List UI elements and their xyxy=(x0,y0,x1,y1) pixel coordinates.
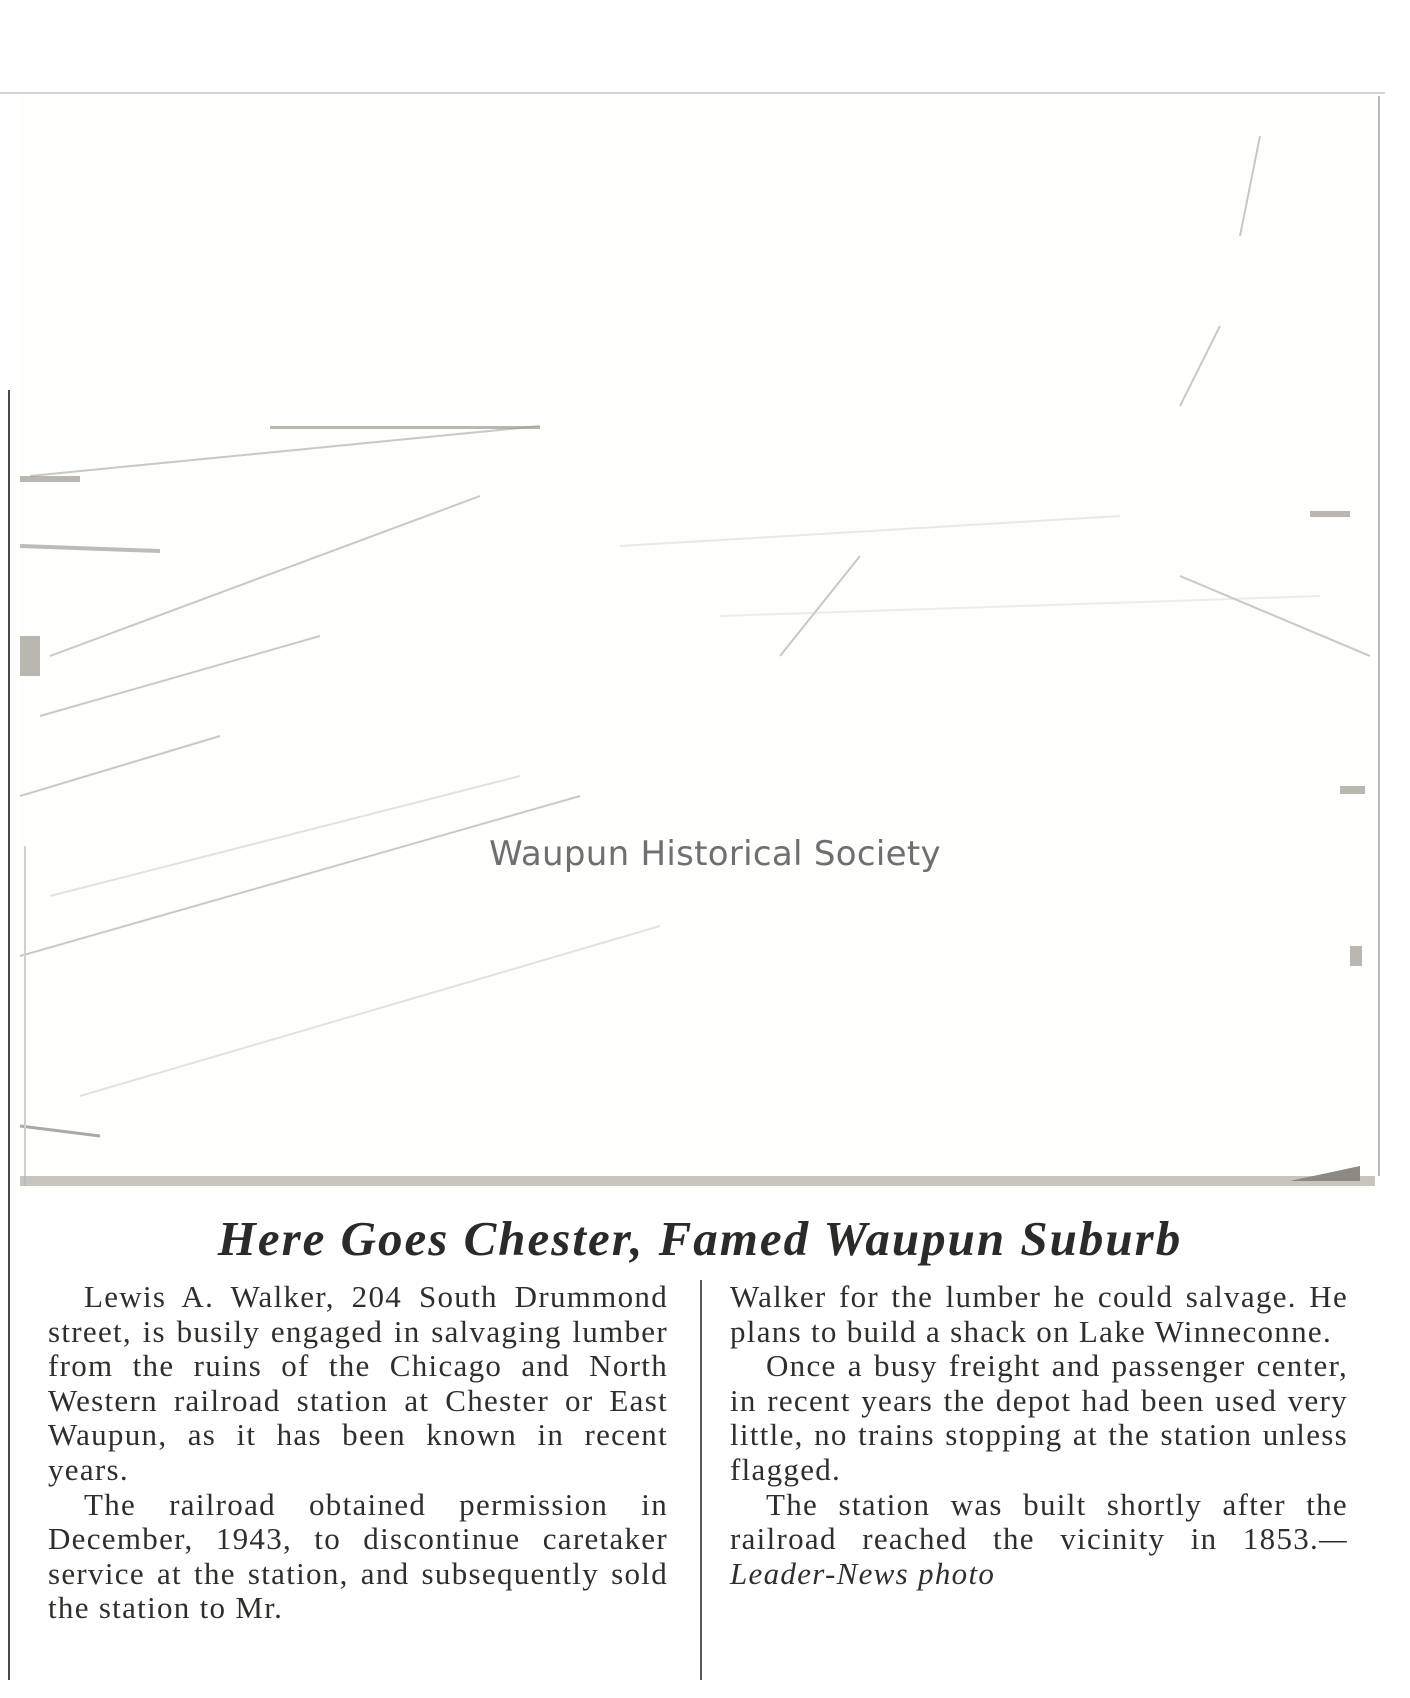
paragraph-text: The station was built shortly after the railroad reached the vicinity in 1853. xyxy=(730,1486,1348,1557)
paragraph xyxy=(730,1488,1348,1592)
clipping-right-edge xyxy=(1378,96,1380,1176)
watermark-label: Waupun Historical Society xyxy=(489,834,941,874)
photo-artifacts xyxy=(20,96,1375,1186)
paragraph: Once a busy freight and passenger center, in recent years the depot had been used very little, no trains stopping at the station unless flagged. xyxy=(730,1348,1348,1487)
photo-credit: —Leader-News photo xyxy=(730,1521,1348,1591)
faded-photograph xyxy=(20,96,1375,1186)
paragraph: Walker for the lumber he could salvage. He plans to build a shack on Lake Winneconne. xyxy=(730,1279,1348,1349)
article-column-left xyxy=(48,1280,668,1626)
article-headline: Here Goes Chester, Famed Waupun Suburb xyxy=(217,1211,1183,1266)
column-divider xyxy=(700,1280,702,1680)
paragraph: Lewis A. Walker, 204 South Drummond street, is busily engaged in salvaging lumber from the ruins of the Chicago and North Western railroad station at Chester or East Waupun, as it has been known in recent years. xyxy=(48,1279,668,1487)
paragraph: The railroad obtained permission in December, 1943, to discontinue caretaker service at the station, and subsequently sold the station to Mr. xyxy=(48,1486,668,1626)
clipping-left-edge xyxy=(8,390,10,1680)
clipping-top-edge xyxy=(0,92,1385,94)
article-column-right xyxy=(730,1280,1348,1591)
